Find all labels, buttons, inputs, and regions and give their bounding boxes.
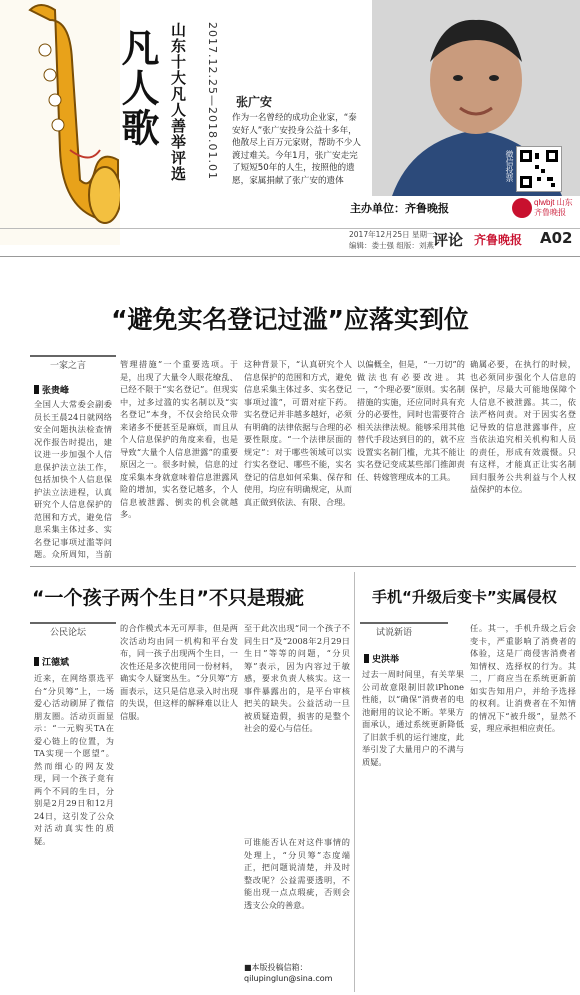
article1-column-3: 这种背景下，“认真研究个人信息保护的范围和方式，避免信息采集主体过多、实名登记事项过滥”，可谓对症下药。实名登记并非越多越好，必须有明确的法律依据与合理的必要性限度。“一个法律层面的规定”：对于哪些领域可以实行实名登记、哪些不能，实名登记的信息如何采集、保存和使用，均应有明确规定，从而真正做到依法、有限、合理。 bbox=[244, 359, 352, 507]
editors-credit: 编辑：娄士强 组版：刘燕 bbox=[349, 241, 434, 250]
article2-tag-bar bbox=[30, 622, 116, 624]
article3-headline: 手机“升级后变卡”实属侵权 bbox=[372, 588, 557, 606]
article1-column-2: 管理措施”一个重要选项。于是，出现了大量令人眼花缭乱、已经不限于“实名登记”。但现实中，过多过滥的实名制以及“实名登记”本身，不仅会给民众带来诸多不便甚至是麻烦，而且从个人信息保护的角度来看，也是导致“大量个人信息泄露”的重要原因之一。很多时候，信息的过度采集本身就意味着信息泄露风险的增加，实名登记越多，个人信息被泄露、倒卖的机会就越多。 bbox=[120, 359, 238, 519]
article3-author: 史洪举 bbox=[364, 652, 399, 665]
qr-code[interactable] bbox=[516, 146, 562, 192]
submission-email[interactable]: qilupinglun@sina.com bbox=[244, 974, 333, 983]
sponsor-label: 主办单位：齐鲁晚报 bbox=[350, 202, 449, 215]
article1-column-1: 全国人大常委会副委员长王晨24日就网络安全问题执法检查情况作报告时提出，建议进一步加强个人信息保护法立法工作，包括加快个人信息保护法立法进程，认真研究个人信息保护的范围和方式，避免信息采集主体过多、实名登记事项过滥等问题。众所周知，当前 bbox=[34, 399, 112, 559]
submission-email-label: ■本版投稿信箱： bbox=[244, 963, 308, 972]
banner-date-range: 2017.12.25—2018.01.01 bbox=[206, 22, 219, 180]
promo-banner bbox=[0, 0, 580, 248]
page-number: A02 bbox=[540, 229, 573, 247]
article2-column-3: 至于此次出现“同一个孩子不同生日”及“2008年2月29日生日”等等的问题，“分贝筹”表示，因为内容过于敏感，要求负责人核实。这一事件暴露出的，是平台审核把关的缺失。公益活动一旦被质疑造假，损害的是整个社会的爱心与信任。 bbox=[244, 623, 350, 733]
article2-column-4: 可谁能否认在对这件事情的处理上，“分贝筹”态度端正，把问题说清楚，并及时整改呢？公益需要透明，不能出现一点点瑕疵，否则会透支公众的善意。 bbox=[244, 837, 350, 910]
article2-author: 江德斌 bbox=[34, 655, 69, 668]
article1-bottom-rule bbox=[30, 566, 576, 567]
article1-column-5: 确属必要，在执行的时候，也必须同步强化个人信息的保护，尽最大可能地保障个人信息不被泄露。其二，依法严格问责。对于因实名登记导致的信息泄露事件，应当依法追究相关机构和人员的责任，形成有效震慑。只有这样，才能真正让实名制回归服务公共利益与个人权益保护的本位。 bbox=[470, 359, 576, 494]
header-divider bbox=[0, 228, 580, 229]
article1-tag: 一家之言 bbox=[50, 361, 87, 371]
person-name: 张广安 bbox=[236, 95, 273, 109]
column-divider bbox=[354, 572, 355, 992]
banner-subtitle: 山东十大凡人善举评选 bbox=[169, 22, 187, 182]
issue-date: 2017年12月25日 星期一 bbox=[349, 230, 435, 239]
article3-tag-bar bbox=[360, 622, 448, 624]
article1-tag-bar bbox=[30, 355, 116, 357]
article1-author: 张贵峰 bbox=[34, 383, 69, 396]
person-bio: 作为一名曾经的成功企业家，“泰安好人”张广安投身公益十多年，他散尽上百万元家财，帮助不少人渡过难关。今年1月，张广安走完了短短50年的人生，按照他的遗愿，家属捐献了张广安的遗体 bbox=[232, 113, 361, 186]
newspaper-logo-icon bbox=[512, 198, 532, 218]
article1-headline: “避免实名登记过滥”应落实到位 bbox=[111, 305, 469, 334]
article3-column-2: 任。其一，手机升级之后会变卡，严重影响了消费者的体验，这是厂商侵害消费者知情权、选择权的行为。其二，厂商应当在系统更新前如实告知用户，并给予选择的权利。让消费者在不知情的情况下“被升级”，显然不妥，理应承担相应责任。 bbox=[470, 623, 576, 733]
article3-column-1: 过去一周时间里，有关苹果公司故意限制旧款iPhone性能，以“确保”消费者的电池耐用的议论不断。苹果方面承认，通过系统更新降低了旧款手机的运行速度，此举引发了大量用户的不满与质疑。 bbox=[362, 669, 464, 767]
article1-column-4: 以偏概全，但是，“一刀切”的做法也有必要改进。其一，“个理必要”原则。实名制措施的实施，还应同时具有充分的必要性，同时也需要符合相关法律法规。能够采用其他替代手段达到目的的，就不应设置实名制门槛，尤其不能让实名登记变成某些部门推卸责任、转嫁管理成本的工具。 bbox=[357, 359, 465, 482]
qr-label: 微信投票 bbox=[505, 150, 514, 182]
article2-headline: “一个孩子两个生日”不只是瑕疵 bbox=[32, 587, 304, 609]
newspaper-logo-text: qlwbjt 山东齐鲁晚报 bbox=[534, 198, 573, 217]
article2-tag: 公民论坛 bbox=[50, 628, 87, 638]
article3-tag: 试说新语 bbox=[376, 628, 413, 638]
article2-column-1: 近来，在网络票选平台“分贝筹”上，一场爱心活动刷屏了微信朋友圈。活动页面显示：“一元购买TA在爱心链上的位置，为TA实现一个愿望”。然而细心的网友发现，同一个孩子竟有两个不同的生日，分别是2月29日和12月24日，这引发了公众对活动真实性的质疑。 bbox=[34, 673, 114, 846]
section-name: 评论 bbox=[433, 231, 464, 249]
banner-title: 凡人歌 bbox=[115, 28, 160, 148]
brand-name: 齐鲁晚报 bbox=[474, 233, 523, 247]
header-bottom-rule bbox=[0, 256, 580, 257]
article2-column-2: 的合作模式本无可厚非，但是两次活动均由同一机构和平台发布，同一孩子出现两个生日，一次性还是多次使用同一份材料，确实令人疑窦丛生。“分贝筹”方面表示，这只是信息录入时出现的失误，但这样的解释难以让人信服。 bbox=[120, 623, 238, 721]
